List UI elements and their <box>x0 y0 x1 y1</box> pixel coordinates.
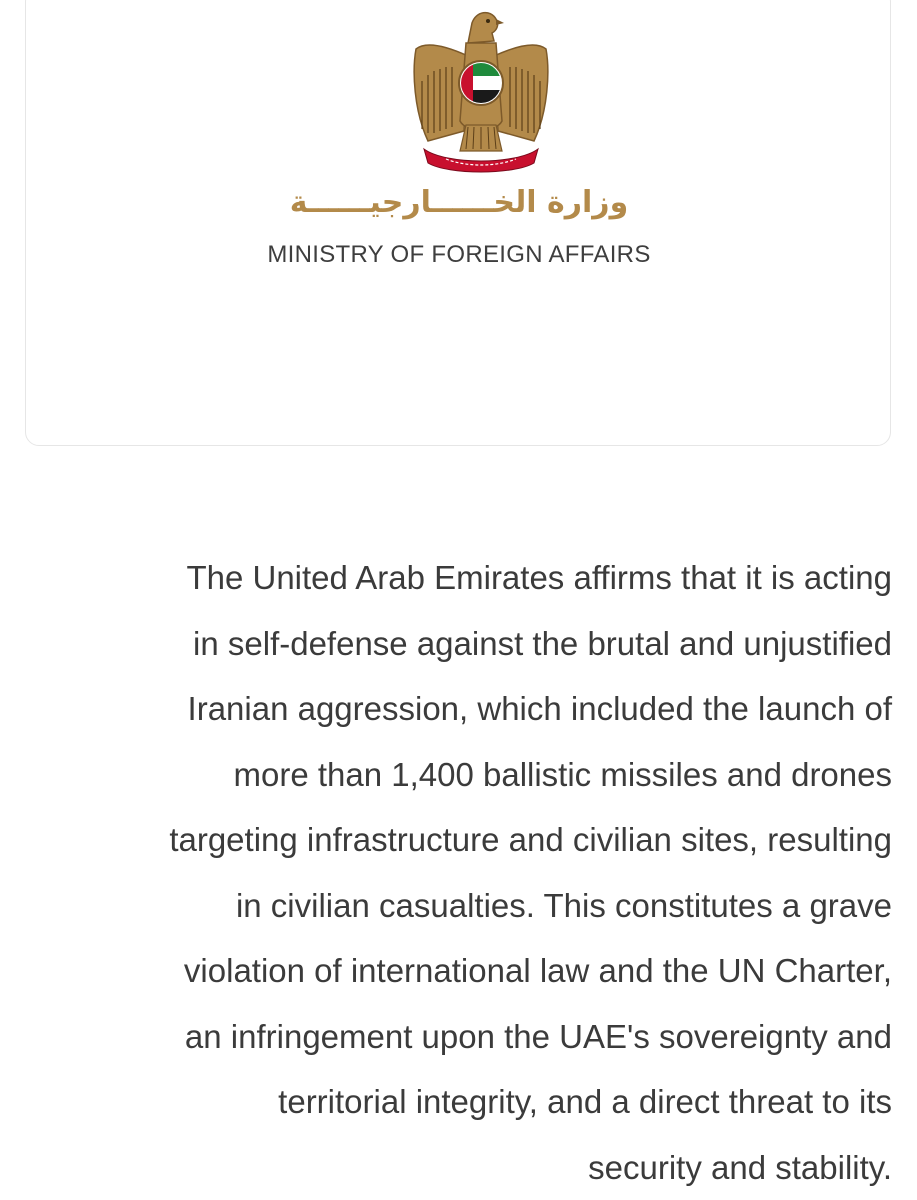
statement-text <box>22 545 892 1200</box>
statement-line: Iranian aggression, which included the launch of <box>187 690 892 727</box>
statement-line: an infringement upon the UAE's sovereignty and <box>184 1017 892 1055</box>
uae-falcon-emblem-icon <box>406 1 556 176</box>
statement-line: The United Arab Emirates affirms that it is acting <box>186 559 892 596</box>
statement-line: violation of international law and the UN Charter, <box>183 952 892 989</box>
ministry-english-name: MINISTRY OF FOREIGN AFFAIRS <box>267 241 651 268</box>
statement-line: more than 1,400 ballistic missiles and drones <box>233 755 892 793</box>
statement-line: in self-defense against the brutal and unjustified <box>193 624 892 662</box>
statement-line: security and stability. <box>588 1148 892 1186</box>
ministry-arabic-name: وزارة الخــــــارجيــــــة <box>289 185 629 220</box>
statement-line: territorial integrity, and a direct threat to its <box>278 1083 892 1120</box>
statement-line: in civilian casualties. This constitutes a grave <box>235 886 892 924</box>
statement-line: targeting infrastructure and civilian sites, resulting <box>169 821 892 858</box>
ministry-logo-card <box>25 0 891 446</box>
